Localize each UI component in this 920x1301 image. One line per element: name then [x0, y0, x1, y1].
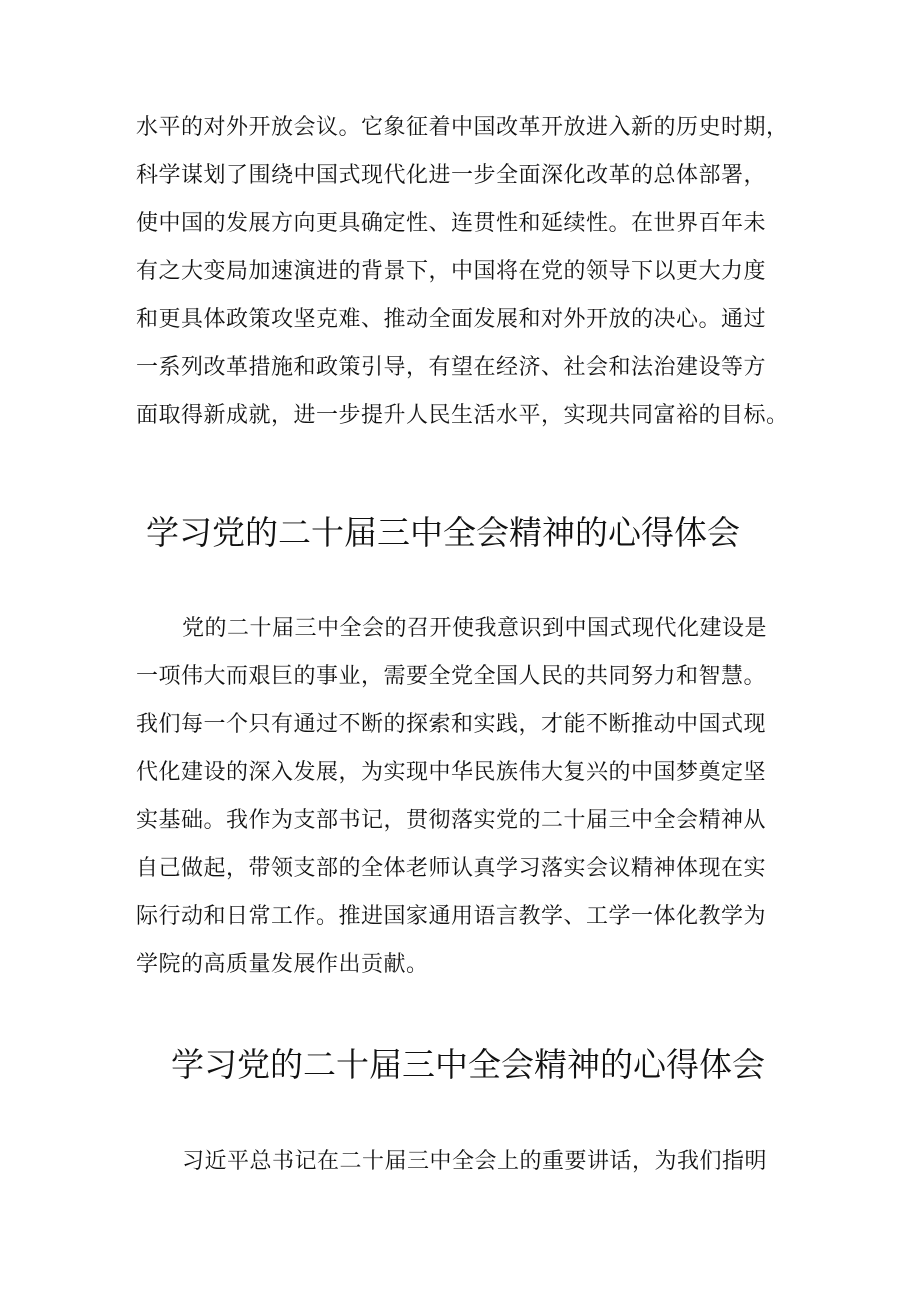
- paragraph-essay: [136, 1138, 796, 1186]
- paragraph-line: 使中国的发展方向更具确定性、连贯性和延续性。在世界百年未: [136, 211, 767, 236]
- paragraph-line: 自己做起，带领支部的全体老师认真学习落实会议精神体现在实: [136, 856, 767, 881]
- section-heading: 学习党的二十届三中全会精神的心得体会: [171, 1045, 765, 1084]
- paragraph-line: 党的二十届三中全会的召开使我意识到中国式现代化建设是: [182, 616, 768, 641]
- paragraph-continued: [136, 104, 796, 440]
- paragraph-line: 我们每一个只有通过不断的探索和实践，才能不断推动中国式现: [136, 712, 767, 737]
- paragraph-line: 面取得新成就，进一步提升人民生活水平，实现共同富裕的目标。: [136, 403, 789, 428]
- paragraph-line: 一项伟大而艰巨的事业，需要全党全国人民的共同努力和智慧。: [136, 664, 767, 689]
- paragraph-essay: [136, 605, 796, 989]
- paragraph-line: 科学谋划了围绕中国式现代化进一步全面深化改革的总体部署，: [136, 163, 767, 188]
- paragraph-line: 和更具体政策攻坚克难、推动全面发展和对外开放的决心。通过: [136, 307, 767, 332]
- paragraph-line: 有之大变局加速演进的背景下，中国将在党的领导下以更大力度: [136, 259, 767, 284]
- paragraph-line: 水平的对外开放会议。它象征着中国改革开放进入新的历史时期，: [136, 115, 789, 140]
- paragraph-line: 学院的高质量发展作出贡献。: [136, 952, 429, 977]
- paragraph-line: 际行动和日常工作。推进国家通用语言教学、工学一体化教学为: [136, 904, 767, 929]
- paragraph-line: 实基础。我作为支部书记，贯彻落实党的二十届三中全会精神从: [136, 808, 767, 833]
- paragraph-line: 代化建设的深入发展，为实现中华民族伟大复兴的中国梦奠定坚: [136, 760, 767, 785]
- section-heading: 学习党的二十届三中全会精神的心得体会: [146, 513, 740, 552]
- paragraph-line: 习近平总书记在二十届三中全会上的重要讲话，为我们指明: [182, 1149, 768, 1174]
- paragraph-line: 一系列改革措施和政策引导，有望在经济、社会和法治建设等方: [136, 355, 767, 380]
